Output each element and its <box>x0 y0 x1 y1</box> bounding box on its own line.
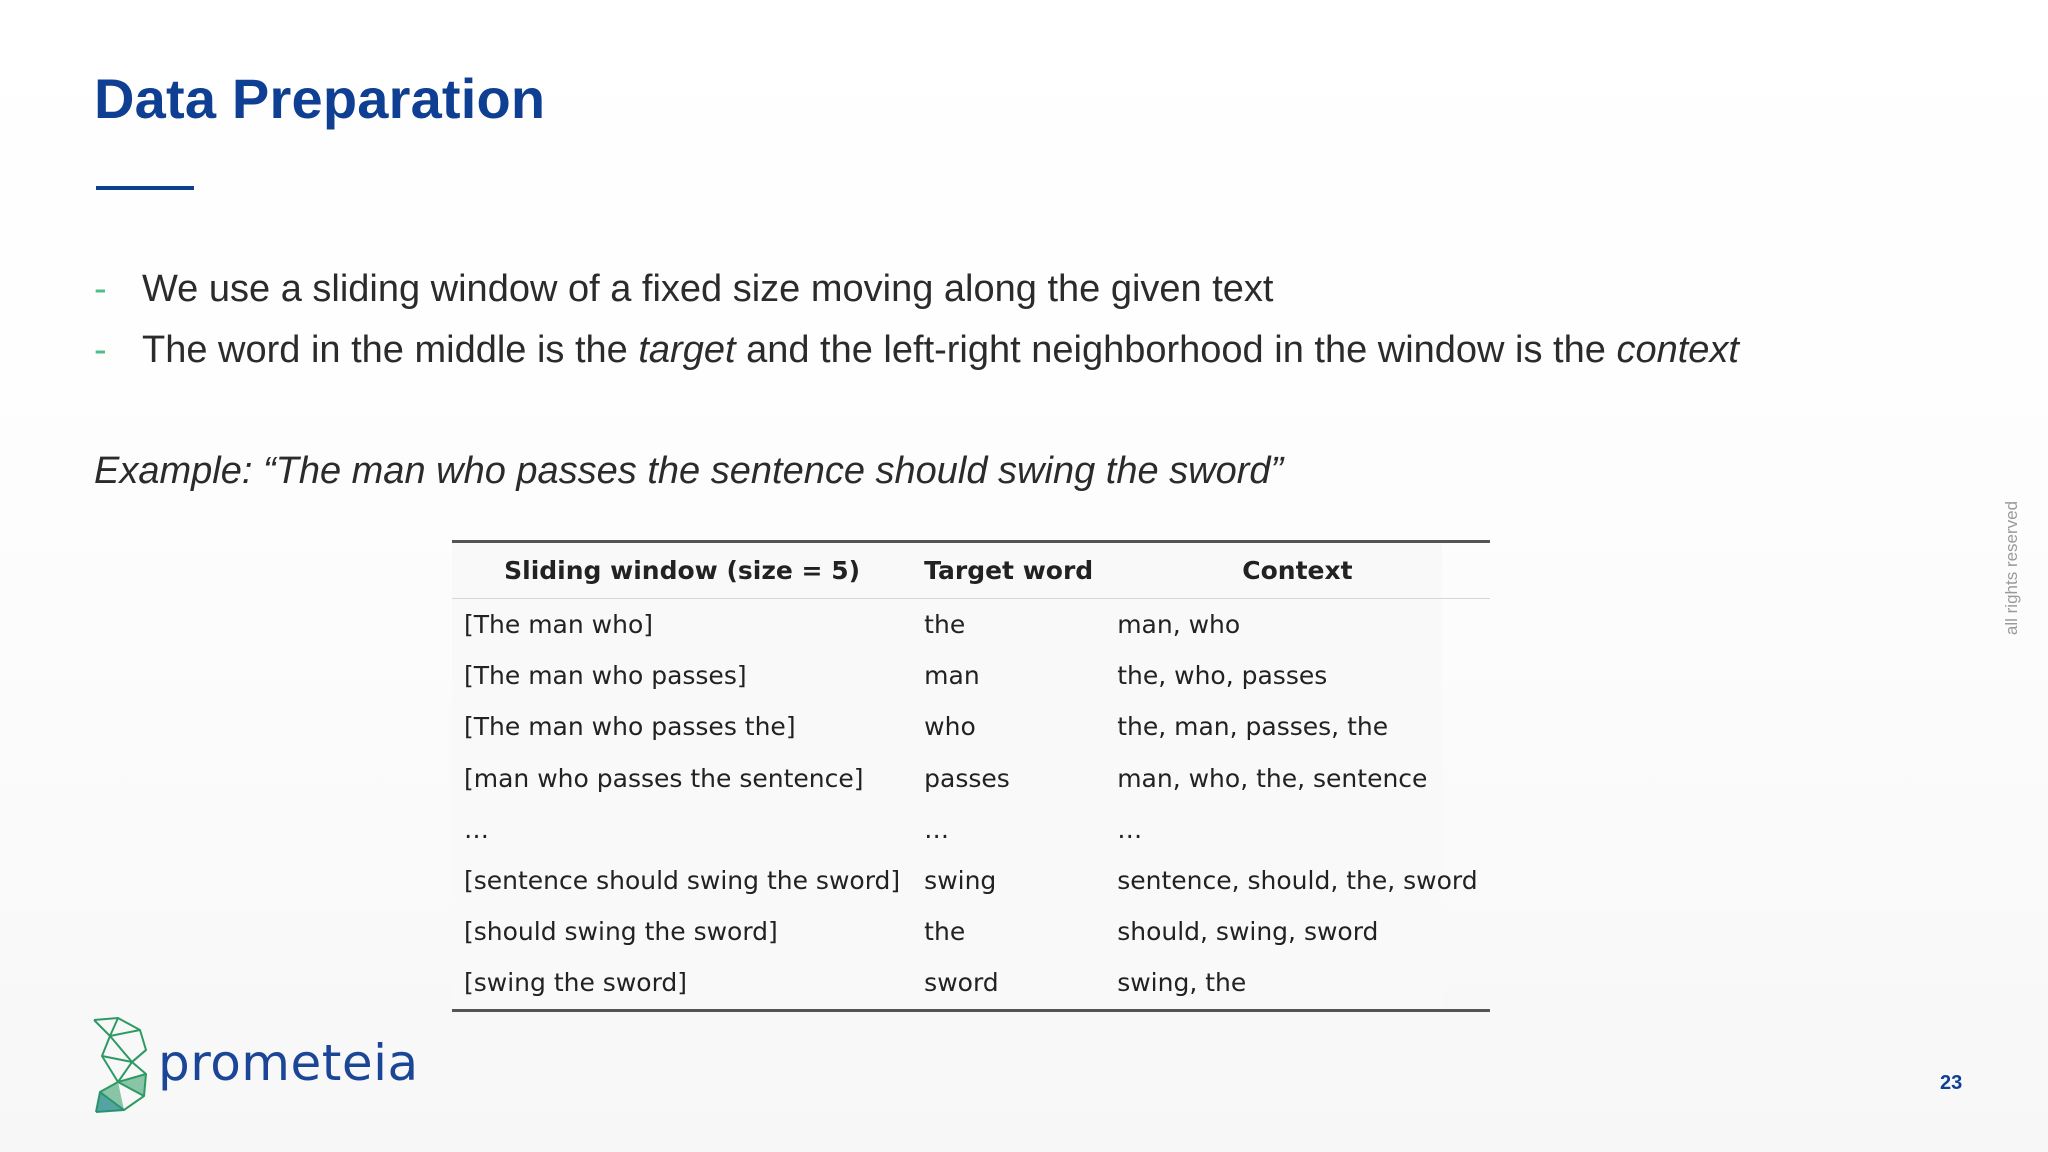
bullet-marker: - <box>94 329 107 371</box>
table-row <box>452 753 1490 804</box>
bullet-item <box>94 268 1954 329</box>
bullet-item <box>94 329 1954 390</box>
example-sentence: Example: “The man who passes the sentence should swing the sword” <box>94 450 1284 492</box>
cell-context: should, swing, sword <box>1117 917 1379 947</box>
rights-note-text: all rights reserved <box>2002 500 2021 636</box>
cell-context: swing, the <box>1117 968 1247 998</box>
header-target-word: Target word <box>912 542 1105 599</box>
header-context: Context <box>1105 542 1489 599</box>
table-row <box>452 906 1490 957</box>
cell-window: … <box>464 814 489 844</box>
bullet-emphasis-target: target <box>638 329 736 371</box>
table-row <box>452 804 1490 855</box>
cell-target: the <box>924 610 966 640</box>
logo-wordmark: prometeia <box>158 1034 419 1092</box>
prometeia-logo-mark-icon <box>88 1016 152 1116</box>
cell-target: swing <box>924 866 997 896</box>
bullet-text-part: The word in the middle is the <box>142 329 639 371</box>
table-row <box>452 855 1490 906</box>
title-underline <box>96 186 194 190</box>
cell-window: [man who passes the sentence] <box>464 763 864 793</box>
table-row <box>452 957 1490 1010</box>
cell-target: the <box>924 917 966 947</box>
table-row <box>452 650 1490 701</box>
cell-context: the, who, passes <box>1117 661 1328 691</box>
cell-window: [sentence should swing the sword] <box>464 866 901 896</box>
table-row <box>452 701 1490 752</box>
sliding-window-table <box>452 540 1490 1012</box>
prometeia-logo <box>88 1016 428 1116</box>
bullet-emphasis-context: context <box>1616 329 1739 371</box>
cell-context: sentence, should, the, sword <box>1117 866 1478 896</box>
bullet-text <box>142 329 1739 372</box>
page-number: 23 <box>1940 1072 1963 1094</box>
bullet-list <box>94 268 1954 390</box>
cell-window: [swing the sword] <box>464 968 688 998</box>
bullet-text-part: We use a sliding window of a fixed size moving along the given text <box>142 268 1274 310</box>
table-header-row <box>452 542 1490 599</box>
cell-context: … <box>1117 814 1143 844</box>
bullet-text <box>142 268 1273 311</box>
cell-window: [The man who passes the] <box>464 712 796 742</box>
cell-target: sword <box>924 968 999 998</box>
cell-context: the, man, passes, the <box>1117 712 1389 742</box>
cell-target: … <box>924 814 950 844</box>
cell-target: man <box>924 661 980 691</box>
cell-target: who <box>924 712 976 742</box>
slide-title: Data Preparation <box>94 67 546 130</box>
cell-window: [The man who] <box>464 610 654 640</box>
cell-context: man, who, the, sentence <box>1117 763 1428 793</box>
bullet-marker: - <box>94 268 107 310</box>
cell-context: man, who <box>1117 610 1241 640</box>
sliding-window-table-container <box>452 540 1478 1012</box>
cell-window: [should swing the sword] <box>464 917 778 947</box>
table-row <box>452 599 1490 651</box>
cell-target: passes <box>924 763 1010 793</box>
header-sliding-window: Sliding window (size = 5) <box>452 542 912 599</box>
bullet-text-part: and the left-right neighborhood in the window is the <box>735 329 1617 371</box>
cell-window: [The man who passes] <box>464 661 747 691</box>
